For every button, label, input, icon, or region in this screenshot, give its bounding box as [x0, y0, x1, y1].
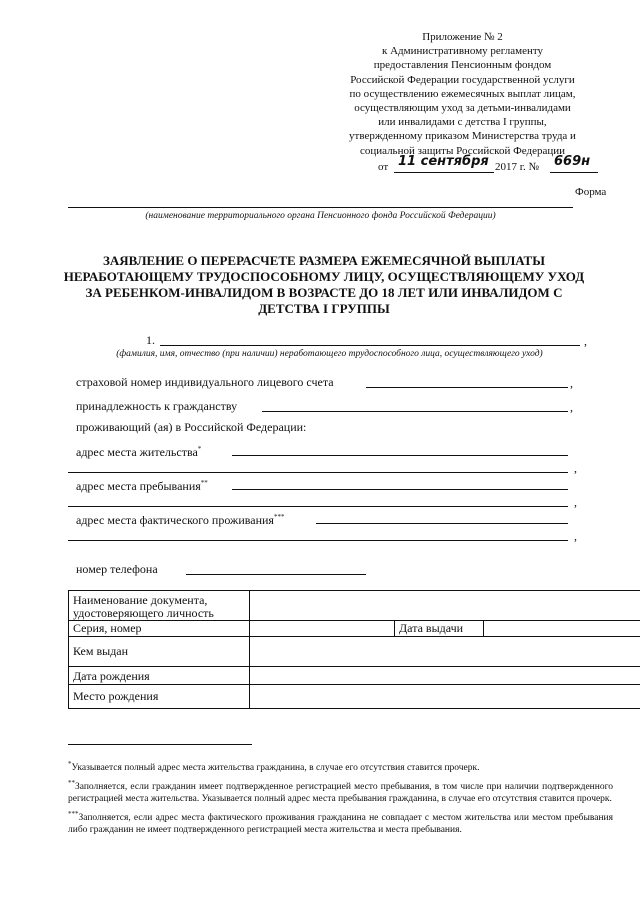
number-underline — [550, 172, 598, 173]
snils-label: страховой номер индивидуального лицевого счета — [76, 375, 334, 389]
residence-address-label: адрес места жительства* — [76, 445, 202, 459]
year-number-label: 2017 г. № — [495, 161, 540, 173]
footnote-2: **Заполняется, если гражданин имеет подтвержденное регистрацией место пребывания, в том числе при наличии подтвержденного регистрацией места жительства. Указывается полный адрес места пребывания гражданина, в случае его отсутствия ставится прочерк. — [68, 779, 613, 805]
footnote-marker: ** — [200, 479, 208, 487]
form-label: Форма — [575, 186, 607, 198]
statement-title — [60, 253, 588, 317]
full-name-caption: (фамилия, имя, отчество (при наличии) неработающего трудоспособного лица, осуществляющего уход) — [116, 349, 543, 359]
comma: , — [570, 376, 573, 390]
series-number-label: Серия, номер — [69, 621, 250, 637]
birth-date-value[interactable] — [250, 667, 640, 685]
order-date-line — [378, 154, 618, 174]
issued-by-value[interactable] — [250, 637, 640, 667]
header-line: или инвалидами с детства I группы, — [378, 116, 547, 129]
footnote-1: *Указывается полный адрес места жительства гражданина, в случае его отсутствия ставится прочерк. — [68, 760, 480, 774]
residing-label: проживающий (ая) в Российской Федерации: — [76, 420, 307, 434]
title-line: ДЕТСТВА I ГРУППЫ — [258, 301, 390, 316]
header-line: осуществляющим уход за детьми-инвалидами — [354, 102, 571, 115]
header-line: по осуществлению ежемесячных выплат лицам, — [349, 87, 576, 100]
comma: , — [574, 461, 577, 475]
header-line: к Административному регламенту — [381, 45, 544, 58]
organ-name-line — [68, 207, 573, 208]
comma: , — [574, 495, 577, 509]
header-line: предоставления Пенсионным фондом — [373, 59, 552, 72]
footnotes — [68, 758, 613, 836]
series-number-value[interactable] — [250, 621, 395, 637]
comma: , — [584, 334, 587, 348]
title-line: НЕРАБОТАЮЩЕМУ ТРУДОСПОСОБНОМУ ЛИЦУ, ОСУЩЕСТВЛЯЮЩЕМУ УХОД — [63, 269, 585, 284]
doc-name-value[interactable] — [250, 591, 640, 621]
stay-address-label: адрес места пребывания** — [76, 479, 208, 493]
title-line: ЗАЯВЛЕНИЕ О ПЕРЕРАСЧЕТЕ РАЗМЕРА ЕЖЕМЕСЯЧНОЙ ВЫПЛАТЫ — [103, 253, 545, 268]
snils-field[interactable] — [366, 387, 568, 388]
stay-address-field[interactable] — [232, 489, 568, 490]
header-line: социальной защиты Российской Федерации — [359, 144, 566, 157]
residence-address-field-2[interactable] — [68, 472, 568, 473]
footnote-separator — [68, 744, 252, 745]
full-name-field[interactable] — [160, 345, 580, 346]
stay-address-field-2[interactable] — [68, 506, 568, 507]
comma: , — [570, 400, 573, 414]
citizenship-field[interactable] — [262, 411, 568, 412]
footnote-marker: *** — [273, 513, 285, 521]
birth-place-label: Место рождения — [69, 685, 250, 709]
header-line: утвержденному приказом Министерства труда и — [349, 130, 576, 143]
date-prefix: от — [378, 161, 389, 173]
section-number: 1. — [146, 333, 155, 347]
appendix-header — [330, 30, 595, 158]
footnote-3: ***Заполняется, если адрес места фактического проживания гражданина не совпадает с местом жительства или местом пребывания либо гражданин не имеет подтвержденного регистрацией места жительства и места пребывания. — [68, 810, 613, 836]
organ-name-caption: (наименование территориального органа Пенсионного фонда Российской Федерации) — [145, 211, 496, 221]
citizenship-label: принадлежность к гражданству — [76, 399, 238, 413]
birth-date-label: Дата рождения — [69, 667, 250, 685]
comma: , — [574, 529, 577, 543]
actual-address-label: адрес места фактического проживания*** — [76, 513, 285, 527]
title-line: ЗА РЕБЕНКОМ-ИНВАЛИДОМ В ВОЗРАСТЕ ДО 18 ЛЕТ ИЛИ ИНВАЛИДОМ С — [85, 285, 563, 300]
birth-place-value[interactable] — [250, 685, 640, 709]
actual-address-field-2[interactable] — [68, 540, 568, 541]
phone-label: номер телефона — [76, 562, 158, 576]
residence-address-field[interactable] — [232, 455, 568, 456]
header-line: Российской Федерации государственной услуги — [350, 73, 575, 86]
header-line: Приложение № 2 — [422, 31, 503, 43]
date-underline — [394, 172, 494, 173]
footnote-marker: * — [197, 445, 202, 453]
handwritten-date: 11 сентября — [398, 154, 489, 169]
handwritten-order-number: 669н — [554, 154, 591, 169]
issue-date-label: Дата выдачи — [395, 621, 484, 637]
doc-name-label: Наименование документа, удостоверяющего личность — [69, 591, 250, 621]
identity-document-table — [68, 590, 640, 709]
issued-by-label: Кем выдан — [69, 637, 250, 667]
phone-field[interactable] — [186, 574, 366, 575]
actual-address-field[interactable] — [316, 523, 568, 524]
issue-date-value[interactable] — [484, 621, 640, 637]
